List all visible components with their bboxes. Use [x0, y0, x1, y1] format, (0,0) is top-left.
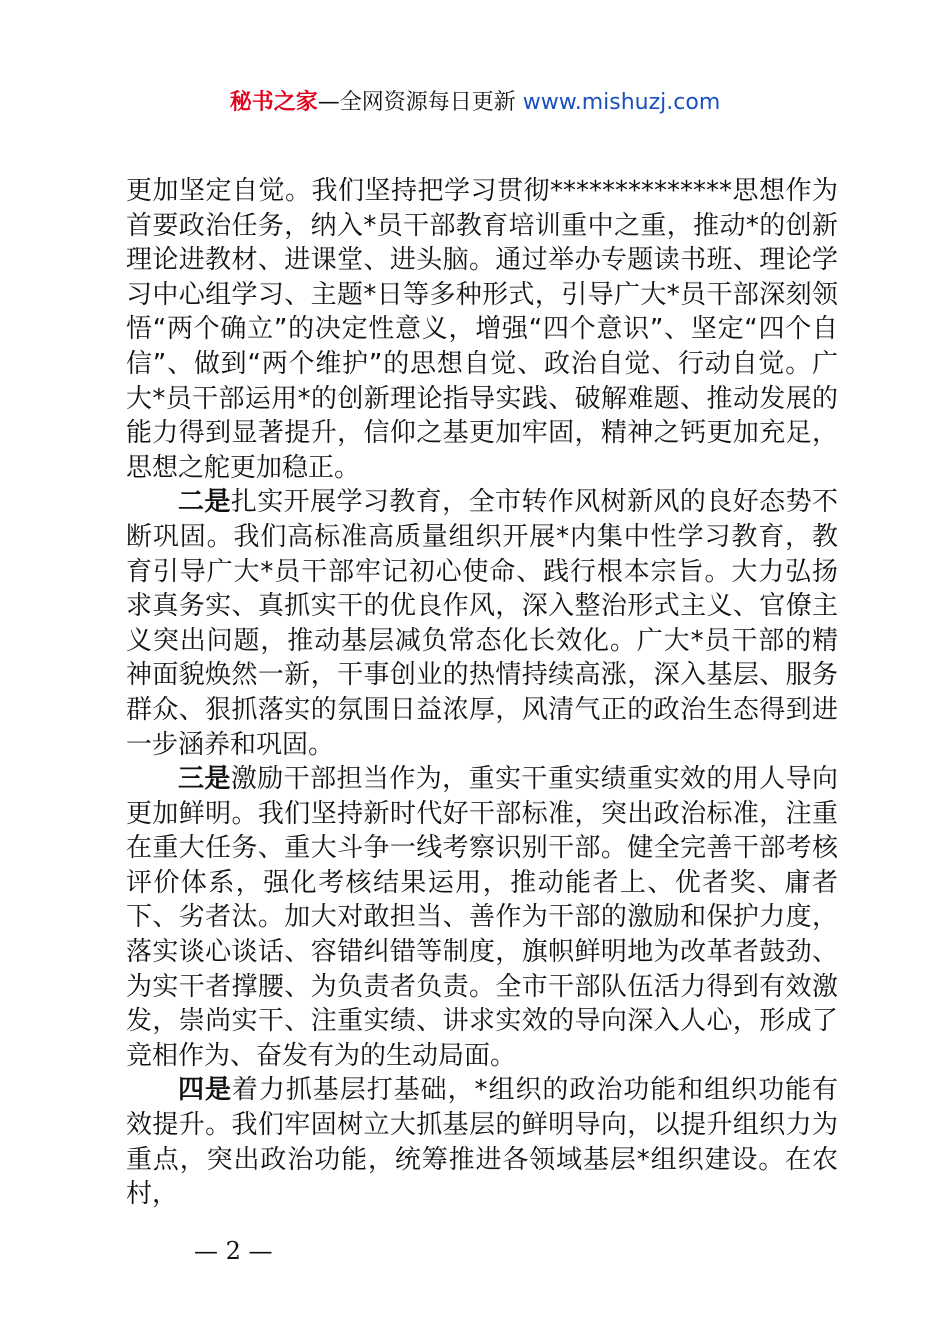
- page-number: — 2 —: [194, 1237, 273, 1265]
- paragraph-1-text: 更加坚定自觉。我们坚持把学习贯彻**************思想作为首要政治任务，纳入*员干部教育培训重中之重，推动*的创新理论进教材、进课堂、进头脑。通过举办专题读书班、理论学习中心组学习、主题*日等多种形式，引导广大*员干部深刻领悟“两个确立”的决定性意义，增强“四个意识”、坚定“四个自信”、做到“两个维护”的思想自觉、政治自觉、行动自觉。广大*员干部运用*的创新理论指导实践、破解难题、推动发展的能力得到显著提升，信仰之基更加牢固，精神之钙更加充足，思想之舵更加稳正。: [126, 176, 838, 483]
- website-url[interactable]: www.mishuzj.com: [522, 90, 721, 115]
- paragraph-3-lead: 三是: [178, 764, 231, 795]
- paragraph-3-text: 激励干部担当作为，重实干重实绩重实效的用人导向更加鲜明。我们坚持新时代好干部标准，突出政治标准，注重在重大任务、重大斗争一线考察识别干部。健全完善干部考核评价体系，强化考核结果运用，推动能者上、优者奖、庸者下、劣者汰。加大对敢担当、善作为干部的激励和保护力度，落实谈心谈话、容错纠错等制度，旗帜鲜明地为改革者鼓劲、为实干者撑腰、为负责者负责。全市干部队伍活力得到有效激发，崇尚实干、注重实绩、讲求实效的导向深入人心，形成了竞相作为、奋发有为的生动局面。: [126, 764, 838, 1071]
- page-header: [0, 86, 950, 120]
- paragraph-2-lead: 二是: [178, 487, 231, 518]
- paragraph-3: [126, 762, 838, 1073]
- document-body: [126, 174, 838, 1212]
- brand-name: 秘书之家: [229, 90, 318, 115]
- paragraph-1: [126, 174, 838, 485]
- paragraph-4: [126, 1073, 838, 1211]
- paragraph-2-text: 扎实开展学习教育，全市转作风树新风的良好态势不断巩固。我们高标准高质量组织开展*内集中性学习教育，教育引导广大*员干部牢记初心使命、践行根本宗旨。大力弘扬求真务实、真抓实干的优良作风，深入整治形式主义、官僚主义突出问题，推动基层减负常态化长效化。广大*员干部的精神面貌焕然一新，干事创业的热情持续高涨，深入基层、服务群众、狠抓落实的氛围日益浓厚，风清气正的政治生态得到进一步涵养和巩固。: [126, 487, 838, 760]
- paragraph-2: [126, 485, 838, 762]
- paragraph-4-text: 着力抓基层打基础，*组织的政治功能和组织功能有效提升。我们牢固树立大抓基层的鲜明导向，以提升组织力为重点，突出政治功能，统筹推进各领域基层*组织建设。在农村，: [126, 1075, 838, 1210]
- paragraph-4-lead: 四是: [178, 1075, 232, 1106]
- header-tagline: —全网资源每日更新: [317, 90, 523, 115]
